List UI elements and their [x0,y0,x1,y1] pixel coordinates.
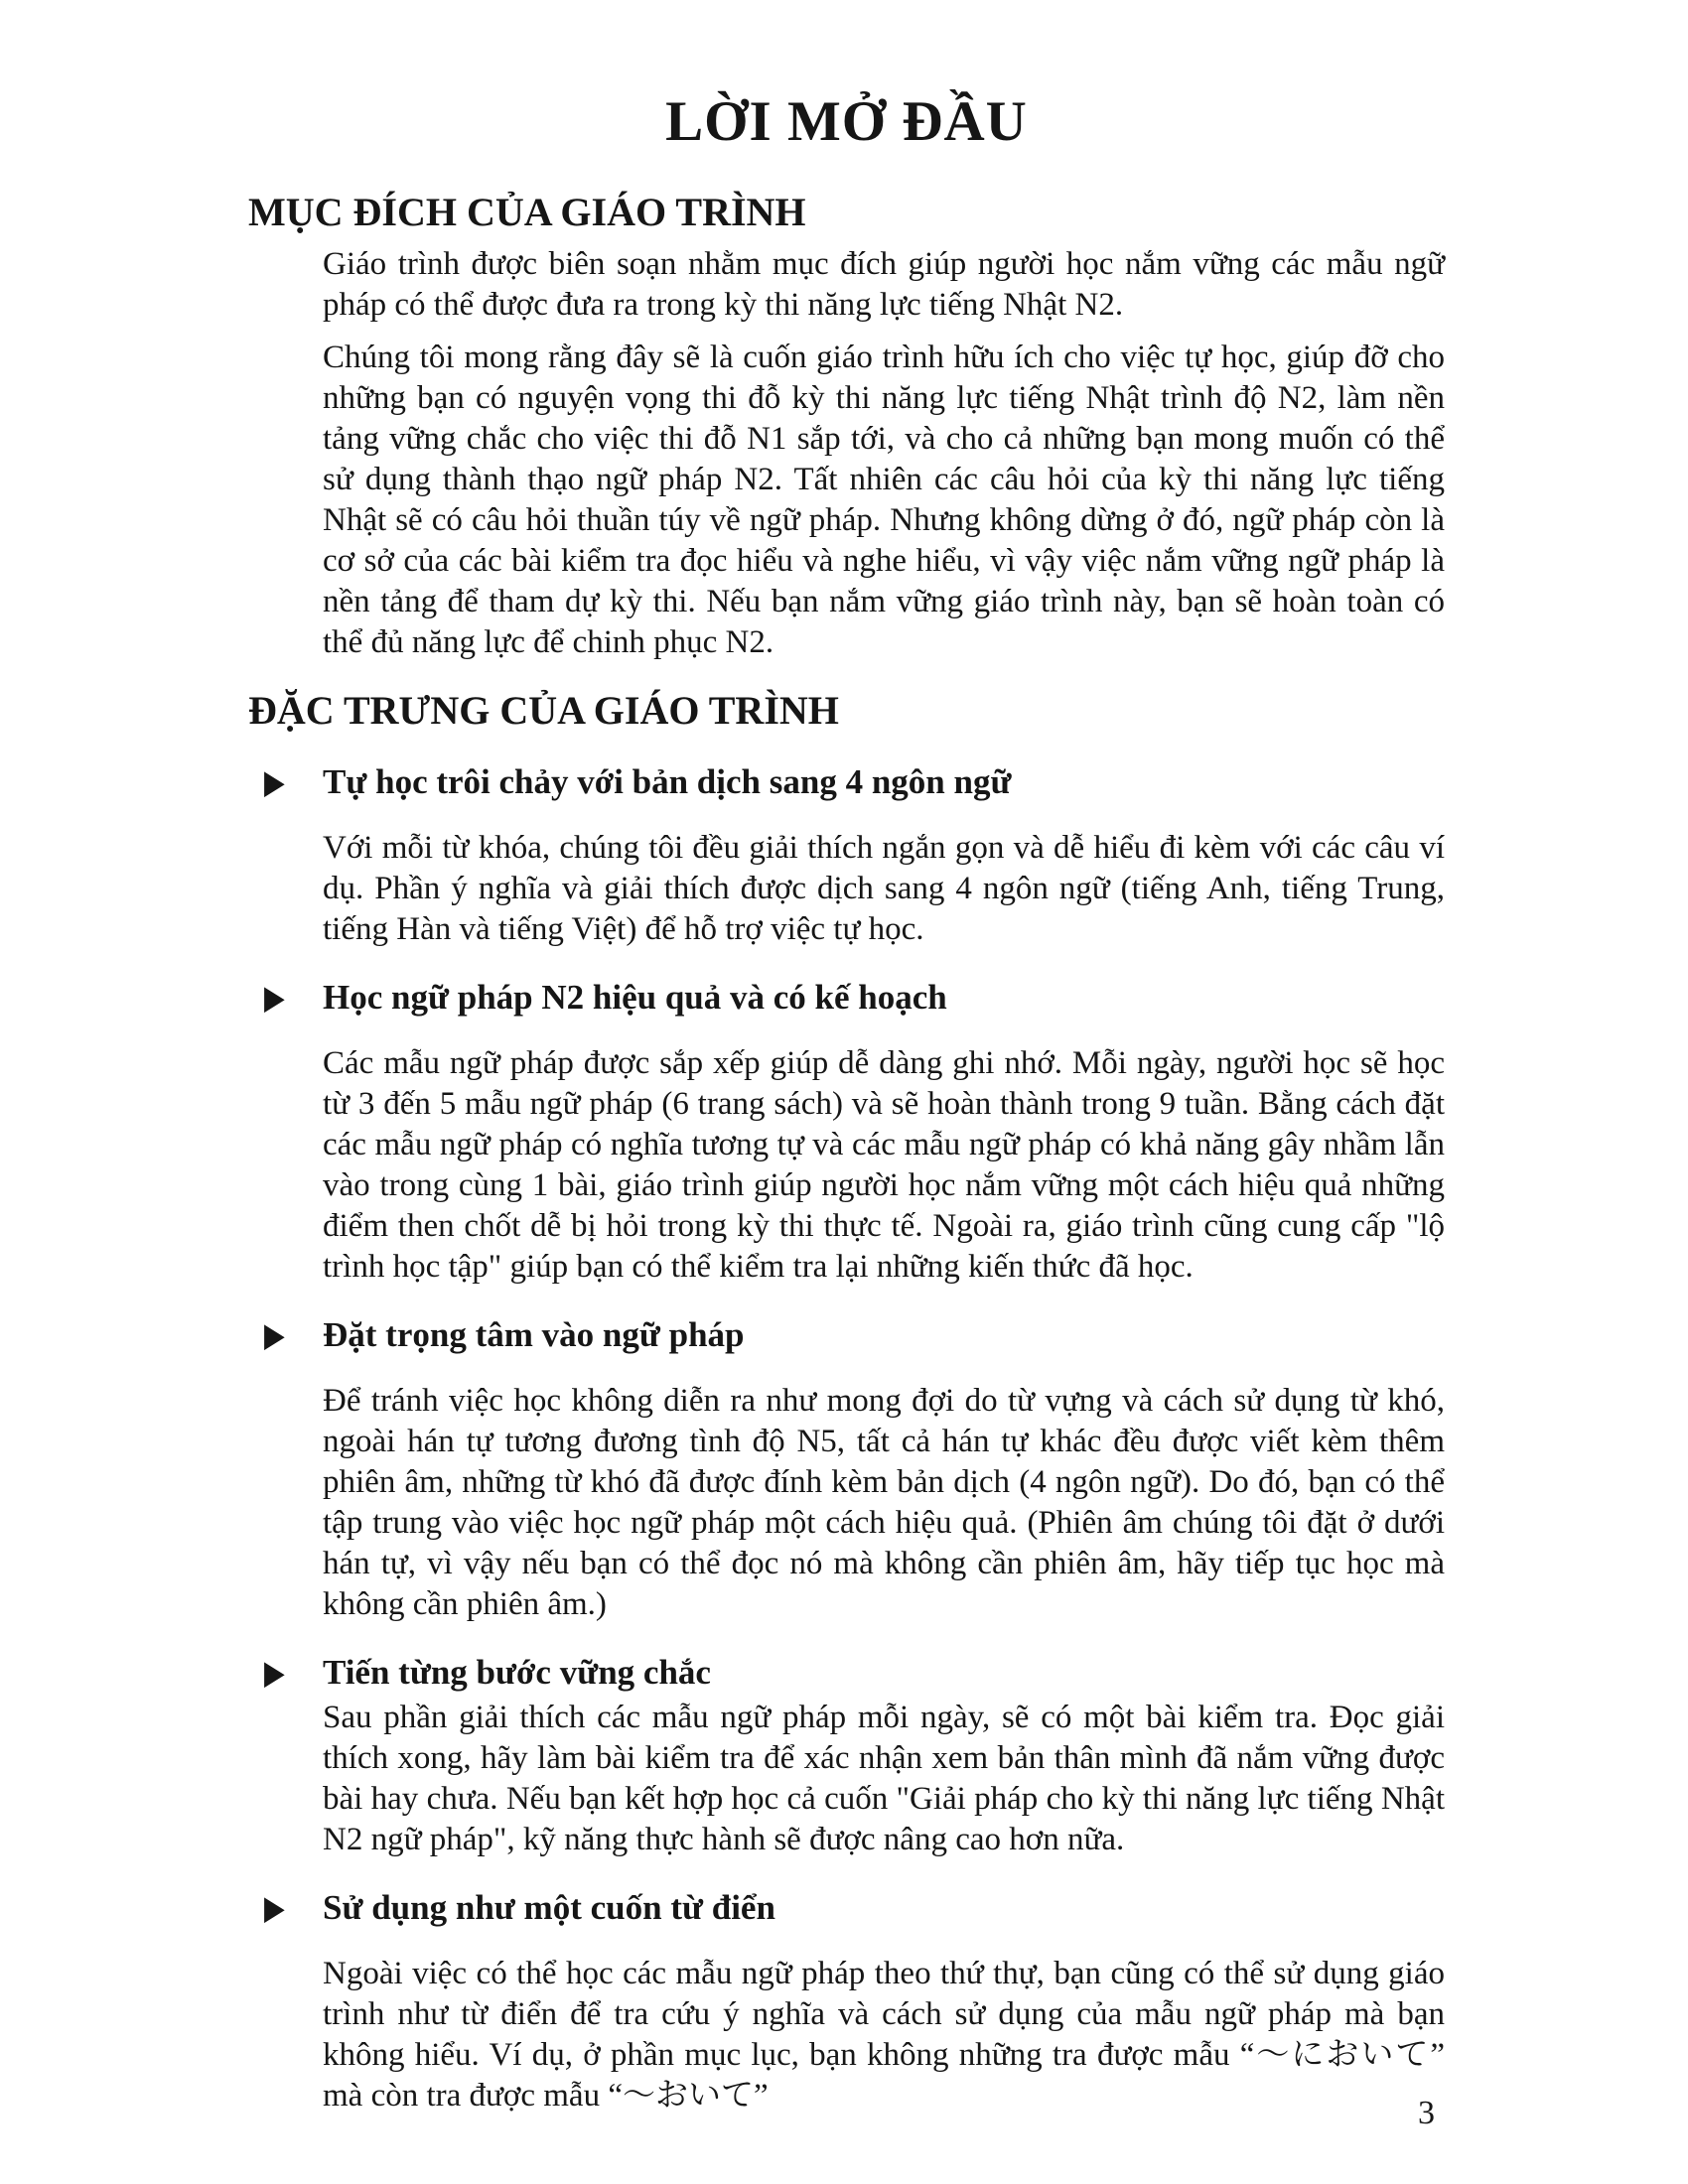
feature-heading-row [248,760,1445,804]
feature-body: Các mẫu ngữ pháp được sắp xếp giúp dễ dàng ghi nhớ. Mỗi ngày, người học sẽ học từ 3 đến 5 mẫu ngữ pháp (6 trang sách) và sẽ hoàn thành trong 9 tuần. Bằng cách đặt các mẫu ngữ pháp có nghĩa tương tự và các mẫu ngữ pháp có khả năng gây nhầm lẫn vào trong cùng 1 bài, giáo trình giúp người học nắm vững một cách hiệu quả những điểm then chốt dễ bị hỏi trong kỳ thi thực tế. Ngoài ra, giáo trình cũng cung cấp "lộ trình học tập" giúp bạn có thể kiểm tra lại những kiến thức đã học. [323,1045,1445,1285]
feature-title: Học ngữ pháp N2 hiệu quả và có kế hoạch [323,978,947,1017]
feature-title: Tiến từng bước vững chắc [323,1653,711,1692]
feature-item-multilingual [248,760,1445,950]
section-heading-purpose: MỤC ĐÍCH CỦA GIÁO TRÌNH [248,190,806,234]
feature-body: Với mỗi từ khóa, chúng tôi đều giải thích ngắn gọn và dễ hiểu đi kèm với các câu ví dụ. Phần ý nghĩa và giải thích được dịch sang 4 ngôn ngữ (tiếng Anh, tiếng Trung, tiếng Hàn và tiếng Việt) để hỗ trợ việc tự học. [323,830,1445,947]
triangle-bullet-icon: ▶ [264,1316,285,1355]
section-purpose [248,189,1445,663]
triangle-bullet-icon: ▶ [264,1654,285,1693]
feature-heading-row [248,1651,1445,1695]
feature-title: Tự học trôi chảy với bản dịch sang 4 ngôn ngữ [323,762,1012,801]
feature-item-dictionary-use [248,1886,1445,2116]
feature-item-grammar-focus [248,1313,1445,1625]
triangle-bullet-icon: ▶ [264,979,285,1018]
feature-title: Sử dụng như một cuốn từ điển [323,1888,775,1927]
section-features [248,687,1445,2116]
page-title: LỜI MỞ ĐẦU [665,90,1028,153]
feature-title: Đặt trọng tâm vào ngữ pháp [323,1315,745,1354]
triangle-bullet-icon: ▶ [264,1889,285,1928]
feature-heading-row [248,1886,1445,1930]
paragraph-purpose-2: Chúng tôi mong rằng đây sẽ là cuốn giáo trình hữu ích cho việc tự học, giúp đỡ cho những bạn có nguyện vọng thi đỗ kỳ thi năng lực tiếng Nhật trình độ N2, làm nền tảng vững chắc cho việc thi đỗ N1 sắp tới, và cho cả những bạn mong muốn có thể sử dụng thành thạo ngữ pháp N2. Tất nhiên các câu hỏi của kỳ thi năng lực tiếng Nhật sẽ có câu hỏi thuần túy về ngữ pháp. Nhưng không dừng ở đó, ngữ pháp còn là cơ sở của các bài kiểm tra đọc hiểu và nghe hiểu, vì vậy việc nắm vững ngữ pháp là nền tảng để tham dự kỳ thi. Nếu bạn nắm vững giáo trình này, bạn sẽ hoàn toàn có thể đủ năng lực để chinh phục N2. [323,340,1445,660]
feature-heading-row [248,1313,1445,1357]
feature-body: Sau phần giải thích các mẫu ngữ pháp mỗi ngày, sẽ có một bài kiểm tra. Đọc giải thích xong, hãy làm bài kiểm tra để xác nhận xem bản thân mình đã nắm vững được bài hay chưa. Nếu bạn kết hợp học cả cuốn "Giải pháp cho kỳ thi năng lực tiếng Nhật N2 ngữ pháp", kỹ năng thực hành sẽ được nâng cao hơn nữa. [323,1700,1445,1857]
feature-body: Để tránh việc học không diễn ra như mong đợi do từ vựng và cách sử dụng từ khó, ngoài hán tự tương đương tình độ N5, tất cả hán tự khác đều được viết kèm thêm phiên âm, những từ khó đã được đính kèm bản dịch (4 ngôn ngữ). Do đó, bạn có thể tập trung vào việc học ngữ pháp một cách hiệu quả. (Phiên âm chúng tôi đặt ở dưới hán tự, vì vậy nếu bạn có thể đọc nó mà không cần phiên âm, hãy tiếp tục học mà không cần phiên âm.) [323,1383,1445,1622]
section-heading-features: ĐẶC TRƯNG CỦA GIÁO TRÌNH [248,688,839,733]
paragraph-purpose-1: Giáo trình được biên soạn nhằm mục đích giúp người học nắm vững các mẫu ngữ pháp có thể được đưa ra trong kỳ thi năng lực tiếng Nhật N2. [323,246,1445,323]
feature-body: Ngoài việc có thể học các mẫu ngữ pháp theo thứ thự, bạn cũng có thể sử dụng giáo trình như từ điển để tra cứu ý nghĩa và cách sử dụng của mẫu ngữ pháp mà bạn không hiểu. Ví dụ, ở phần mục lục, bạn không những tra được mẫu “〜において” mà còn tra được mẫu “〜おいて” [323,1956,1445,2114]
triangle-bullet-icon: ▶ [264,763,285,802]
feature-heading-row [248,976,1445,1020]
feature-item-steady-progress [248,1651,1445,1860]
feature-item-planned-study [248,976,1445,1288]
page-number: 3 [1418,2095,1435,2131]
